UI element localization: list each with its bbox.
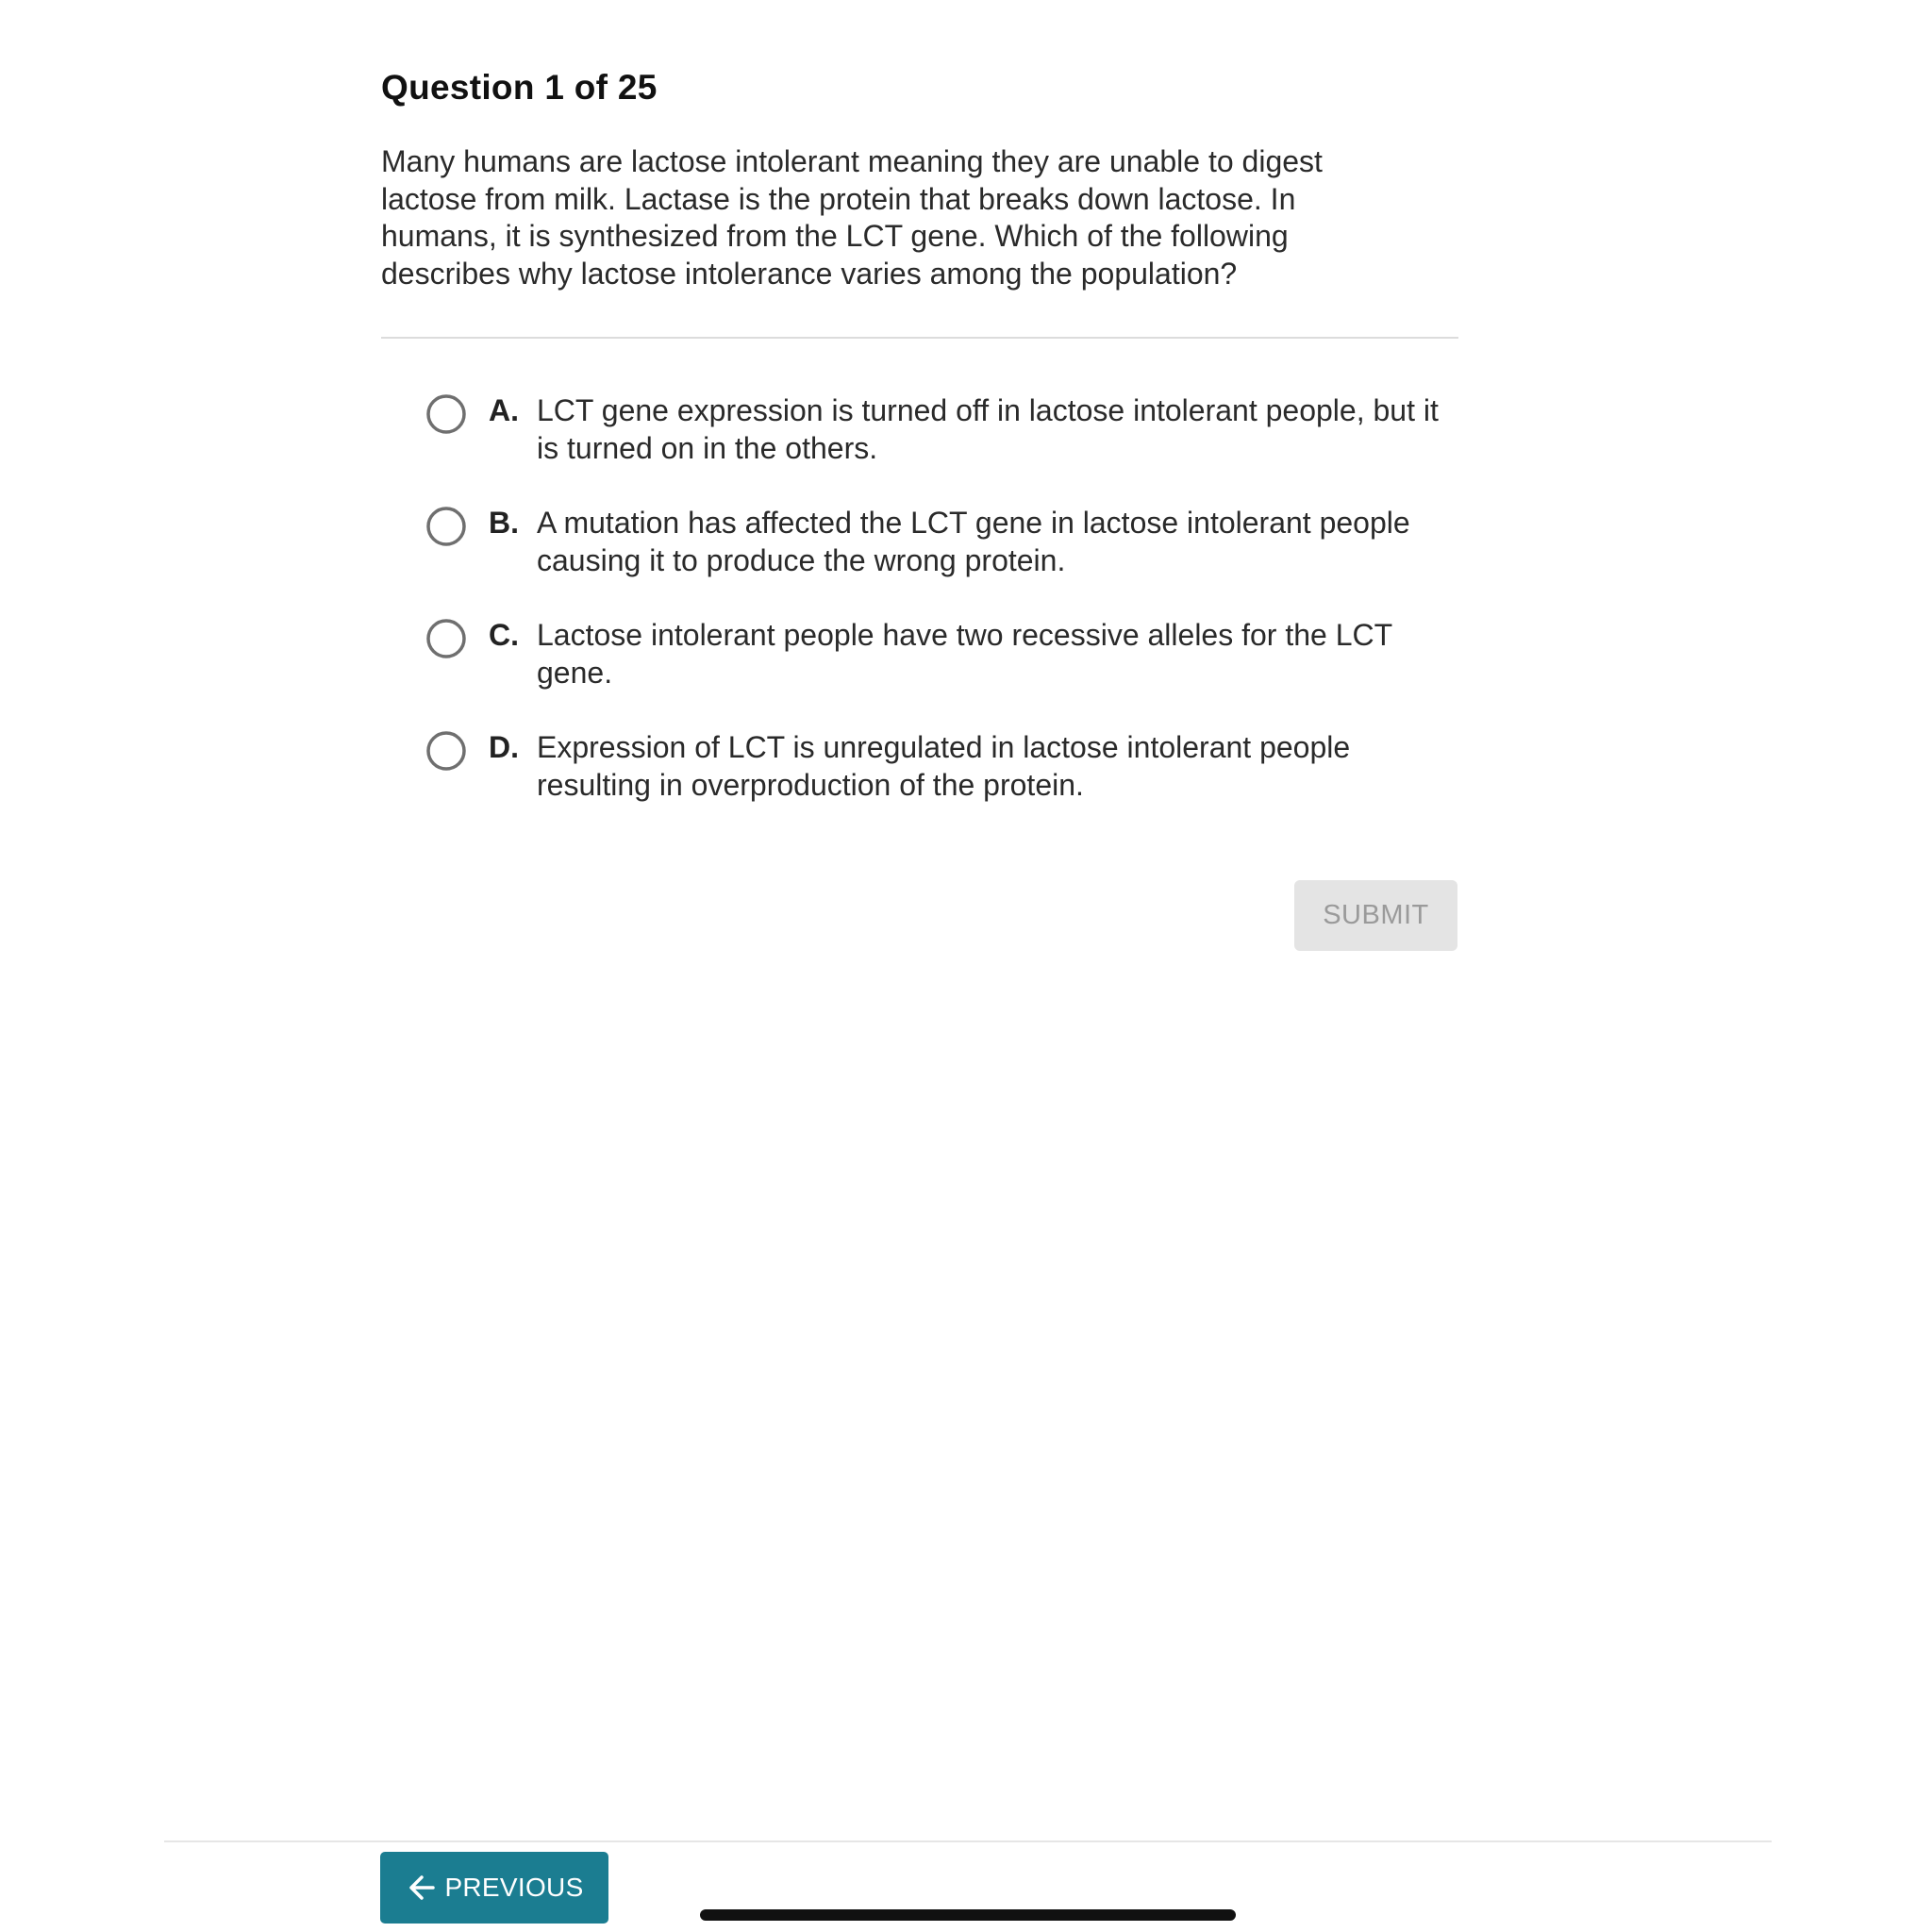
question-counter: Question 1 of 25 [381, 68, 658, 107]
submit-button[interactable]: SUBMIT [1294, 880, 1457, 951]
answer-letter: C. [489, 618, 519, 652]
arrow-left-icon [405, 1871, 439, 1905]
answer-option-c[interactable] [426, 617, 1464, 691]
answer-option-a[interactable] [426, 392, 1464, 467]
question-prompt: Many humans are lactose intolerant meaning they are unable to digest lactose from milk. Lactase is the protein that breaks down lactose. In humans, it is synthesized from the LCT gene. Which of the following describes why lactose intolerance varies among the population? [381, 144, 1323, 291]
answer-letter: A. [489, 393, 519, 427]
previous-button[interactable] [380, 1852, 608, 1924]
answer-text: A mutation has affected the LCT gene in lactose intolerant people causing it to produce the wrong protein. [537, 506, 1410, 577]
radio-button-a[interactable] [426, 394, 466, 434]
previous-label: PREVIOUS [444, 1873, 584, 1902]
answer-text: Expression of LCT is unregulated in lactose intolerant people resulting in overproduction of the protein. [537, 730, 1351, 802]
home-indicator[interactable] [700, 1909, 1236, 1921]
footer-divider [164, 1840, 1772, 1842]
answer-option-b[interactable] [426, 505, 1464, 579]
divider [381, 337, 1458, 339]
answer-text: LCT gene expression is turned off in lactose intolerant people, but it is turned on in the others. [537, 393, 1439, 465]
answer-letter: B. [489, 506, 519, 540]
answer-option-d[interactable] [426, 729, 1464, 804]
answer-letter: D. [489, 730, 519, 764]
radio-button-b[interactable] [426, 507, 466, 546]
answer-options [426, 392, 1464, 841]
radio-button-d[interactable] [426, 731, 466, 771]
radio-button-c[interactable] [426, 619, 466, 658]
answer-text: Lactose intolerant people have two recessive alleles for the LCT gene. [537, 618, 1392, 690]
